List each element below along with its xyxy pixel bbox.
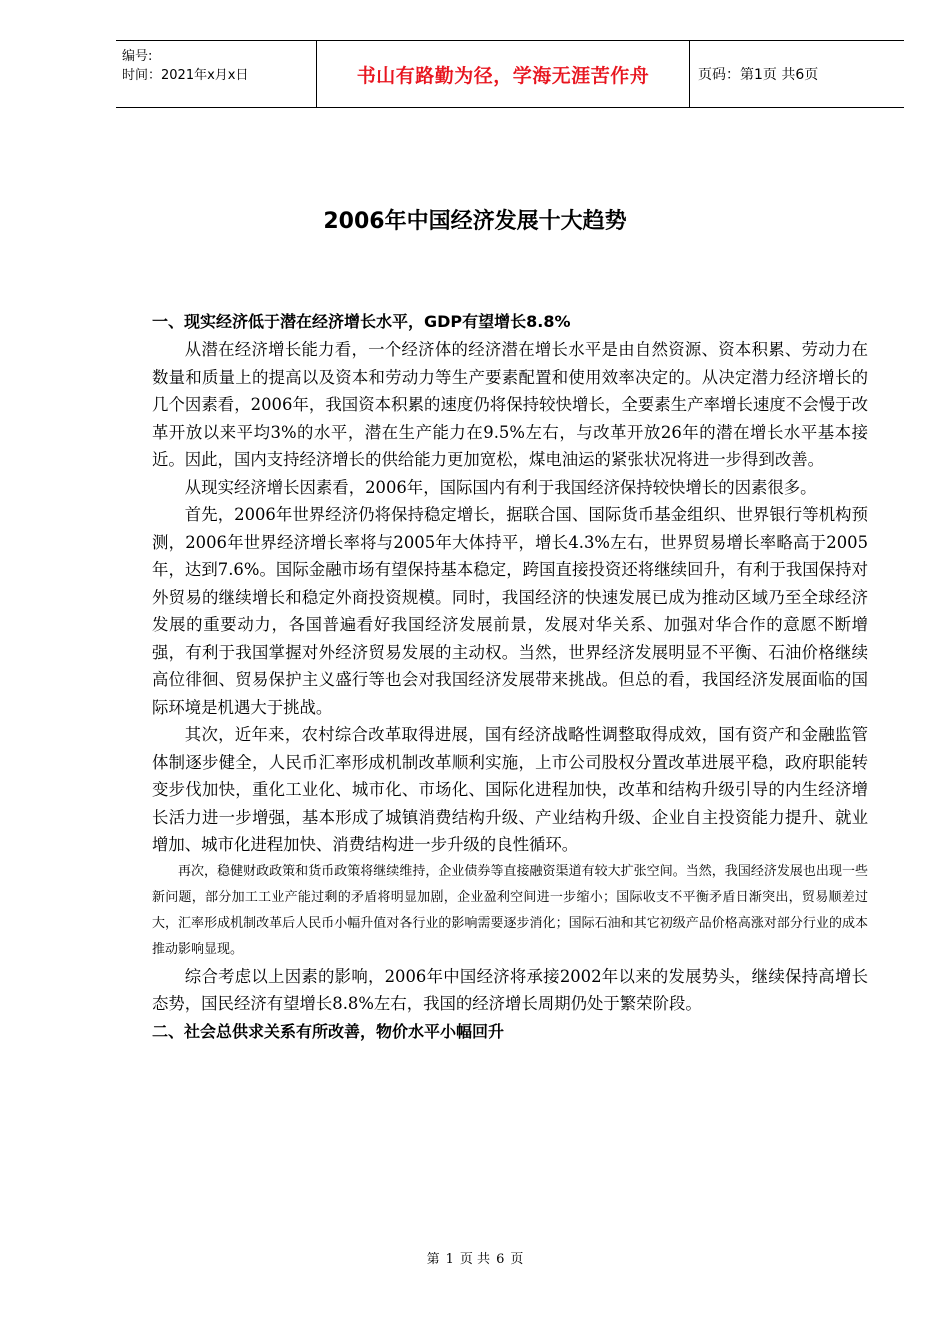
footer-page-number: 1 xyxy=(445,1252,454,1267)
document-body xyxy=(152,308,868,1046)
number-label: 编号: xyxy=(122,49,153,64)
body-paragraph-small: 再次，稳健财政政策和货币政策将继续维持，企业债券等直接融资渠道有较大扩张空间。当然，我国经济发展也出现一些新问题，部分加工工业产能过剩的矛盾将明显加剧，企业盈利空间进一步缩小；国际收支不平衡矛盾日渐突出，贸易顺差过大，汇率形成机制改革后人民币小幅升值对各行业的影响需要逐步消化；国际石油和其它初级产品价格高涨对部分行业的成本推动影响显现。 xyxy=(152,863,868,957)
document-title: 2006年中国经济发展十大趋势 xyxy=(323,209,627,234)
body-paragraph: 其次，近年来，农村综合改革取得进展，国有经济战略性调整取得成效，国有资产和金融监管体制逐步健全，人民币汇率形成机制改革顺利实施，上市公司股权分置改革进展平稳，政府职能转变步伐加快，重化工业化、城市化、市场化、国际化进程加快，改革和结构升级引导的内生经济增长活力进一步增强，基本形成了城镇消费结构升级、产业结构升级、企业自主投资能力提升、就业增加、城市化进程加快、消费结构进一步升级的良性循环。 xyxy=(152,725,868,854)
footer-page-total: 6 xyxy=(496,1252,505,1267)
body-paragraph: 首先，2006年世界经济仍将保持稳定增长，据联合国、国际货币基金组织、世界银行等机构预测，2006年世界经济增长率将与2005年大体持平，增长4.3%左右，世界贸易增长率略高于2005年，达到7.6%。国际金融市场有望保持基本稳定，跨国直接投资还将继续回升，有利于我国保持对外贸易的继续增长和稳定外商投资规模。同时，我国经济的快速发展已成为推动区域乃至全球经济发展的重要动力，各国普遍看好我国经济发展前景，发展对华关系、加强对华合作的意愿不断增强，有利于我国掌握对外经济贸易发展的主动权。当然，世界经济发展明显不平衡、石油价格继续高位徘徊、贸易保护主义盛行等也会对我国经济发展带来挑战。但总的看，我国经济发展面临的国际环境是机遇大于挑战。 xyxy=(152,505,868,717)
footer-mid: 页 共 xyxy=(459,1252,491,1267)
body-paragraph: 从潜在经济增长能力看，一个经济体的经济潜在增长水平是由自然资源、资本积累、劳动力在数量和质量上的提高以及资本和劳动力等生产要素配置和使用效率决定的。从决定潜力经济增长的几个因素看，2006年，我国资本积累的速度仍将保持较快增长，全要素生产率增长速度不会慢于改革开放以来平均3%的水平，潜在生产能力在9.5%左右，与改革开放26年的潜在增长水平基本接近。因此，国内支持经济增长的供给能力更加宽松，煤电油运的紧张状况将进一步得到改善。 xyxy=(152,340,868,469)
footer-suffix: 页 xyxy=(510,1252,524,1267)
body-paragraph: 综合考虑以上因素的影响，2006年中国经济将承接2002年以来的发展势头，继续保持高增长态势，国民经济有望增长8.8%左右，我国的经济增长周期仍处于繁荣阶段。 xyxy=(152,966,868,1013)
section-heading-1: 一、现实经济低于潜在经济增长水平，GDP有望增长8.8% xyxy=(152,312,571,331)
time-label: 时间：2021年x月x日 xyxy=(122,68,249,83)
header-meta xyxy=(116,41,316,107)
page-header xyxy=(116,40,904,108)
footer-prefix: 第 xyxy=(426,1252,440,1267)
header-page-info: 页码：第1页 共6页 xyxy=(698,67,819,83)
page-footer xyxy=(0,1248,950,1267)
header-motto: 书山有路勤为径，学海无涯苦作舟 xyxy=(356,64,650,87)
body-paragraph: 从现实经济增长因素看，2006年，国际国内有利于我国经济保持较快增长的因素很多。 xyxy=(184,477,817,497)
header-divider xyxy=(689,41,690,107)
section-heading-2: 二、社会总供求关系有所改善，物价水平小幅回升 xyxy=(152,1021,505,1041)
